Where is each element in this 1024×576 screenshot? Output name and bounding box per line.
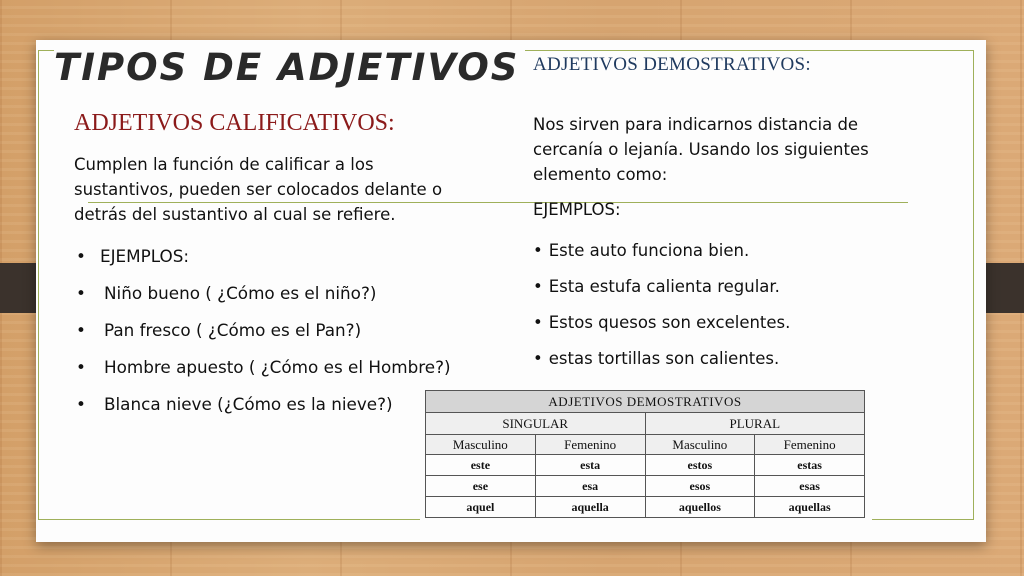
bullet-icon: • <box>533 349 543 368</box>
table-header-plural: PLURAL <box>645 413 865 435</box>
table-cell: esos <box>645 476 755 497</box>
table-cell: aquellas <box>755 497 865 518</box>
demonstrative-examples-list <box>533 233 790 377</box>
bullet-icon: • <box>76 283 86 303</box>
table-header-gender: Masculino <box>426 435 536 455</box>
qualifying-description: Cumplen la función de calificar a los sustantivos, pueden ser colocados delante o detrás del sustantivo al cual se refiere. <box>74 155 443 224</box>
bullet-icon: • <box>76 394 86 414</box>
table-cell: esta <box>535 455 645 476</box>
bullet-icon: • <box>76 357 86 377</box>
bullet-icon: • <box>76 246 86 266</box>
demonstrative-heading: ADJETIVOS DEMOSTRATIVOS: <box>533 54 811 75</box>
list-item: • Pan fresco ( ¿Cómo es el Pan?) <box>74 312 451 349</box>
list-item: • Hombre apuesto ( ¿Cómo es el Hombre?) <box>74 349 451 386</box>
table-header-gender: Masculino <box>645 435 755 455</box>
list-item: • Niño bueno ( ¿Cómo es el niño?) <box>74 275 451 312</box>
table-cell: aquellos <box>645 497 755 518</box>
table-cell: aquel <box>426 497 536 518</box>
table-cell: esa <box>535 476 645 497</box>
demonstrative-description: Nos sirven para indicarnos distancia de cercanía o lejanía. Usando los siguientes elemento como: <box>533 115 869 184</box>
list-item: • EJEMPLOS: <box>74 238 451 275</box>
list-item: • Blanca nieve (¿Cómo es la nieve?) <box>74 386 451 423</box>
table-cell: este <box>426 455 536 476</box>
table-row <box>426 476 865 497</box>
table-cell: estas <box>755 455 865 476</box>
demonstrative-table-image <box>420 384 872 526</box>
qualifying-heading: ADJETIVOS CALIFICATIVOS: <box>74 110 395 136</box>
table-row <box>426 497 865 518</box>
table-header-singular: SINGULAR <box>426 413 646 435</box>
list-item: • estas tortillas son calientes. <box>533 349 780 368</box>
slide-title: TIPOS DE ADJETIVOS <box>54 44 525 92</box>
bullet-icon: • <box>533 277 543 296</box>
table-cell: aquella <box>535 497 645 518</box>
demonstrative-examples-label: EJEMPLOS: <box>533 200 621 219</box>
table-header-gender: Femenino <box>755 435 865 455</box>
table-cell: esas <box>755 476 865 497</box>
list-item: • Este auto funciona bien. <box>533 241 750 260</box>
table-cell: ese <box>426 476 536 497</box>
list-item: • Esta estufa calienta regular. <box>533 277 780 296</box>
bullet-icon: • <box>533 313 543 332</box>
table-header-gender: Femenino <box>535 435 645 455</box>
table-row <box>426 455 865 476</box>
table-title: ADJETIVOS DEMOSTRATIVOS <box>426 391 865 413</box>
bullet-icon: • <box>533 241 543 260</box>
table-cell: estos <box>645 455 755 476</box>
list-item: • Estos quesos son excelentes. <box>533 313 791 332</box>
demonstrative-table <box>425 390 865 518</box>
qualifying-examples-list <box>74 238 451 423</box>
bullet-icon: • <box>76 320 86 340</box>
